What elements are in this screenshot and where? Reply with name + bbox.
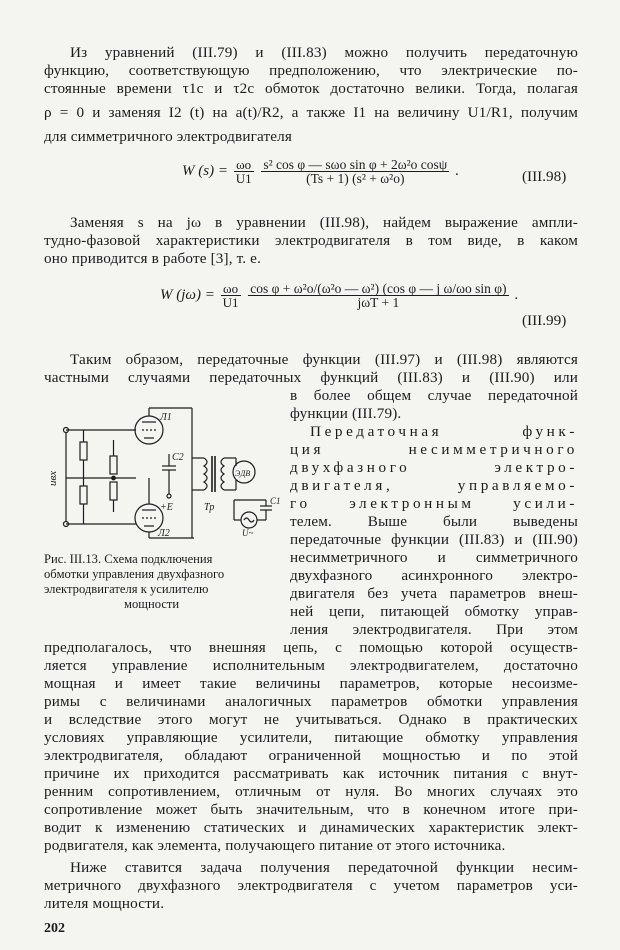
p3-narrow-12: двигателя без учета параметров внеш- <box>290 585 578 602</box>
label-plus-e: +E <box>160 502 173 513</box>
p3-narrow-5: двухфазного электро- <box>290 459 578 476</box>
eq99-denominator: jωT + 1 <box>357 295 400 310</box>
resistor-r4 <box>110 482 117 500</box>
eq98-numerator: s² cos φ — sωо sin φ + 2ω²о cosψ <box>263 157 448 172</box>
eq98-number: (III.98) <box>522 168 567 185</box>
p3-line-2: частными случаями передаточных функций (III.83) и (III.90) или <box>44 369 578 386</box>
p3-narrow-11: двухфазного асинхронного электро- <box>290 567 578 584</box>
p3-narrow-13: ней цепи, питающей обмотку управ- <box>290 603 578 620</box>
p2-line-1: Заменяя s на jω в уравнении (III.98), найдем выражение ампли- <box>70 214 578 231</box>
resistor-r1 <box>80 442 87 460</box>
p3-narrow-10: несимметричного и симметричного <box>290 549 578 566</box>
label-cap-2: C2 <box>172 452 184 463</box>
eq99-number: (III.99) <box>522 312 567 329</box>
p3-line-1: Таким образом, передаточные функции (III.97) и (III.98) являются <box>70 351 578 368</box>
p3-rest-5: и вследствие этого могут не учитываться. Однако в практических <box>44 711 578 728</box>
transformer-primary <box>204 458 207 490</box>
resistor-r3 <box>110 456 117 474</box>
lamp-1-tube <box>135 416 163 444</box>
page-number: 202 <box>44 921 65 936</box>
p3-rest-7: электродвигателя, обладают ограниченной мощностью и по этой <box>44 747 578 764</box>
p4-line-1: Ниже ставится задача получения передаточной функции несим- <box>70 859 578 876</box>
eq99-coef-den: U1 <box>222 295 239 310</box>
p3-narrow-7: го электронным усили- <box>290 495 578 512</box>
label-voltage: U~ <box>242 528 254 538</box>
p3-rest-4: римы с величинами аналогичных параметров обмотки управления <box>44 693 578 710</box>
equation-98: W (s) = $\frac{\omega о}{U1}$ $\frac{\text{s² cos φ — sωо sin φ + 2ω²о cosψ}}{\text{(Ts + 1) (s² + ω²о)}}$ . <box>182 157 459 186</box>
p3-rest-12: родвигателя, как элемента, получающего питание от этого источника. <box>44 837 506 854</box>
equation-99: W (jω) = $\frac{\omega о}{U1}$ $\frac{\text{cos φ + ω²о/(ω²о — ω²) (cos φ — j ω/ωо sin φ)}}{\text{jωT + 1}}$ . <box>160 281 519 310</box>
label-cap-1: C1 <box>270 496 281 506</box>
caption-line-2: обмотки управления двухфазного <box>44 567 225 581</box>
p3-rest-6: условиях управляющие усилители, питающие обмотку управления <box>44 729 578 746</box>
p1-line-2: функцию, соответствующую предположению, что электрические по- <box>44 62 578 79</box>
transformer-secondary <box>221 458 224 490</box>
caption-line-1: Рис. III.13. Схема подключения <box>44 552 213 566</box>
p3-narrow-9: передаточные функции (III.83) и (III.90) <box>290 531 578 548</box>
p3-rest-10: сопротивление может быть значительным, что в конечном итоге при- <box>44 801 578 818</box>
eq98-coef-den: U1 <box>235 171 252 186</box>
eq98-coef-num: ωо <box>234 158 254 172</box>
p3-rest-11: водит к изменению статических и динамических характеристик элект- <box>44 819 578 836</box>
eq98-denominator: (Ts + 1) (s² + ω²о) <box>306 171 405 186</box>
eq99-coefficient <box>221 282 241 309</box>
caption-line-4: мощности <box>124 597 180 611</box>
eq99-fraction <box>248 282 508 309</box>
label-input: uвх <box>47 470 59 486</box>
p2-line-3: оно приводится в работе [3], т. е. <box>44 250 262 267</box>
p3-narrow-2: функции (III.79). <box>290 405 402 422</box>
p3-rest-2: ляется управление исполнительным электродвигателем, достаточно <box>44 657 578 674</box>
p1-line-3: стоянные времени τ1с и τ2с обмоток достаточно велики. Тогда, полагая <box>44 80 578 97</box>
eq99-numerator: cos φ + ω²о/(ω²о — ω²) (cos φ — j ω/ωо sin φ) <box>250 281 507 296</box>
p1-line-4: ρ = 0 и заменяя I2 (t) на a(t)/R2, а также I1 на величину U1/R1, получим <box>44 104 578 121</box>
eq99-coef-num: ωо <box>221 282 241 296</box>
p3-narrow-3: Передаточная функ- <box>310 423 578 440</box>
p2-line-2: тудно-фазовой характеристики электродвигателя в том виде, в каком <box>44 232 578 249</box>
eq99-lhs: W (jω) = <box>160 286 215 303</box>
p3-narrow-6: двигателя, управляемо- <box>290 477 578 494</box>
p3-narrow-14: ления электродвигателя. При этом <box>290 621 578 638</box>
eq98-fraction <box>261 158 449 185</box>
eq98-coefficient <box>234 158 254 185</box>
eq98-lhs: W (s) = <box>182 162 228 179</box>
p3-rest-1: предполагалось, что внешняя цепь, с помощью которой осуществ- <box>44 639 578 656</box>
p3-narrow-8: телем. Выше были выведены <box>290 513 578 530</box>
label-lamp-2: Л2 <box>158 528 170 539</box>
resistor-r2 <box>80 486 87 504</box>
p3-rest-8: причине их приходится рассматривать как источник питания с внут- <box>44 765 578 782</box>
label-motor: ЭДВ <box>235 469 251 478</box>
label-transformer: Тр <box>204 502 215 513</box>
p3-narrow-1: в более общем случае передаточной <box>290 387 578 404</box>
p1-line-1: Из уравнений (III.79) и (III.83) можно получить передаточную <box>70 44 578 61</box>
p3-rest-9: ренним сопротивлением, отличным от нуля. Во многих случаях это <box>44 783 578 800</box>
figure-circuit-diagram <box>44 400 284 540</box>
p3-narrow-4: ция несимметричного <box>290 441 578 458</box>
p1-line-5: для симметричного электродвигателя <box>44 128 293 145</box>
label-lamp-1: Л1 <box>160 412 172 423</box>
p4-line-3: лителя мощности. <box>44 895 165 912</box>
caption-line-3: электродвигателя к усилителю <box>44 582 209 596</box>
p4-line-2: метричного двухфазного электродвигателя с учетом параметров уси- <box>44 877 578 894</box>
p3-rest-3: мощная и имеет такие величины параметров, которые несоизме- <box>44 675 578 692</box>
